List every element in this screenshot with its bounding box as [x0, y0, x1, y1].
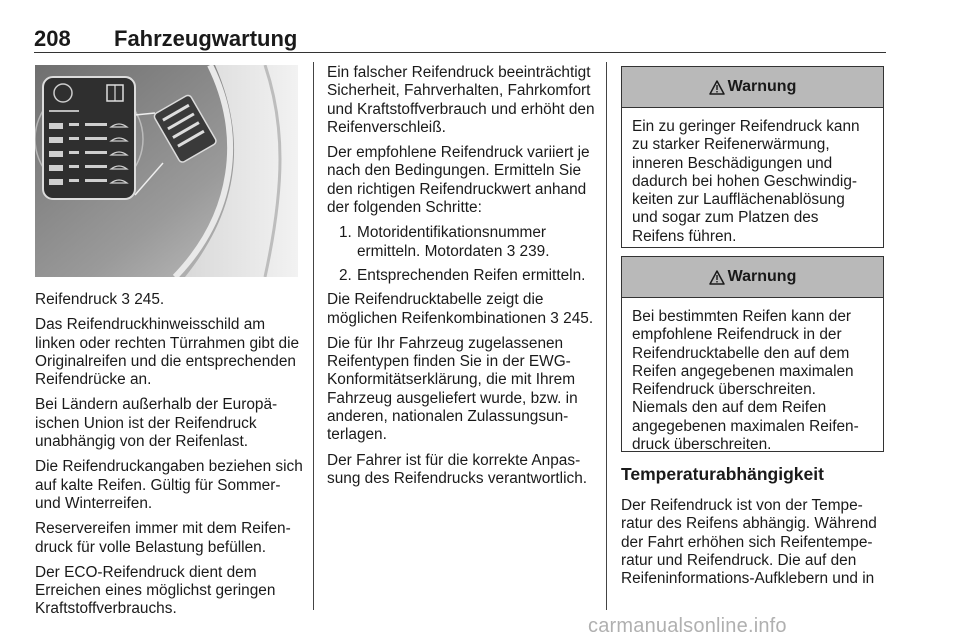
- paragraph: Der ECO-Reifendruck dient dem Erreichen eines möglichst geringen Kraftstoffverbrauchs.: [35, 563, 276, 618]
- warning-triangle-icon: [709, 270, 725, 285]
- tire-pressure-label-photo: [35, 65, 298, 277]
- list-item: [327, 224, 595, 261]
- steps-list: [327, 224, 595, 285]
- column-left: [35, 291, 303, 626]
- paragraph: Das Reifendruckhinweisschild am linken oder rechten Türrahmen gibt die Originalreifen und die entsprechenden Reifendrücke an.: [35, 316, 300, 389]
- tire-pressure-label-illustration: [35, 65, 298, 277]
- warning-label: Warnung: [727, 78, 797, 95]
- chapter-title: Fahrzeugwartung: [114, 26, 298, 51]
- warning-box: [621, 66, 884, 248]
- paragraph: Der Fahrer ist für die korrekte Anpassung des Reifendrucks verantwortlich.: [327, 451, 588, 487]
- warning-triangle-icon: [709, 80, 725, 95]
- watermark: carmanualsonline.info: [588, 615, 787, 637]
- paragraph: Die Reifendrucktabelle zeigt die möglichen Reifenkombinationen 3 245.: [327, 291, 594, 327]
- paragraph-text: Reifendruck 3 245.: [35, 291, 165, 308]
- paragraph: Der empfohlene Reifendruck variiert je nach den Bedingungen. Ermitteln Sie den richtigen Reifendruckwert anhand der folgenden Schritte:: [327, 144, 590, 217]
- column-right: [621, 463, 889, 595]
- paragraph: Ein falscher Reifendruck beeinträchtigt Sicherheit, Fahrverhalten, Fahrkomfort und Kraftstoffverbrauch und erhöht den Reifenverschleiß.: [327, 64, 595, 136]
- step-text: Entsprechenden Reifen ermitteln.: [357, 266, 586, 284]
- page-number: 208: [34, 26, 71, 51]
- warning-text: Ein zu geringer Reifendruck kann zu starker Reifenerwärmung, inneren Beschädigungen und dadurch bei hohen Geschwindigkeiten zur Laufflächenablösung und sogar zum Platzen des Reifens führen.: [632, 118, 860, 245]
- section-heading: Temperaturabhängigkeit: [621, 464, 824, 484]
- column-divider: [313, 62, 314, 610]
- magnified-label: [43, 77, 135, 199]
- paragraph: Bei Ländern außerhalb der Europäischen Union ist der Reifendruck unabhängig von der Reifenlast.: [35, 396, 278, 451]
- paragraph: Die für Ihr Fahrzeug zugelassenen Reifentypen finden Sie in der EWG-Konformitätserklärung, die mit Ihrem Fahrzeug ausgeliefert wurde, bzw. in anderen, nationalen Zulassungsunterlagen.: [327, 334, 578, 444]
- column-middle: [327, 64, 595, 495]
- page-header: [34, 22, 886, 53]
- step-number: 2.: [339, 266, 352, 284]
- list-item: [327, 267, 595, 285]
- step-text: Motoridentifikationsnummer ermitteln. Motordaten 3 239.: [357, 224, 550, 260]
- paragraph: Die Reifendruckangaben beziehen sich auf kalte Reifen. Gültig für Sommer- und Winterreifen.: [35, 458, 303, 512]
- warning-header: [622, 257, 883, 298]
- paragraph: Reservereifen immer mit dem Reifendruck für volle Belastung befüllen.: [35, 520, 291, 556]
- step-number: 1.: [339, 224, 352, 242]
- column-divider: [606, 62, 607, 610]
- paragraph: [35, 291, 303, 309]
- warning-label: Warnung: [727, 268, 797, 285]
- warning-box: [621, 256, 884, 452]
- warning-text: Bei bestimmten Reifen kann der empfohlene Reifendruck in der Reifendrucktabelle den auf dem Reifen angegebenen maximalen Reifendruck überschreiten. Niemals den auf dem Reifen angegebenen maximalen Reifendruck überschreiten.: [632, 308, 859, 454]
- paragraph: Der Reifendruck ist von der Temperatur des Reifens abhängig. Während der Fahrt erhöhen sich Reifentemperatur und Reifendruck. Die auf den Reifeninformations-Aufklebern und in: [621, 497, 877, 588]
- warning-header: [622, 67, 883, 108]
